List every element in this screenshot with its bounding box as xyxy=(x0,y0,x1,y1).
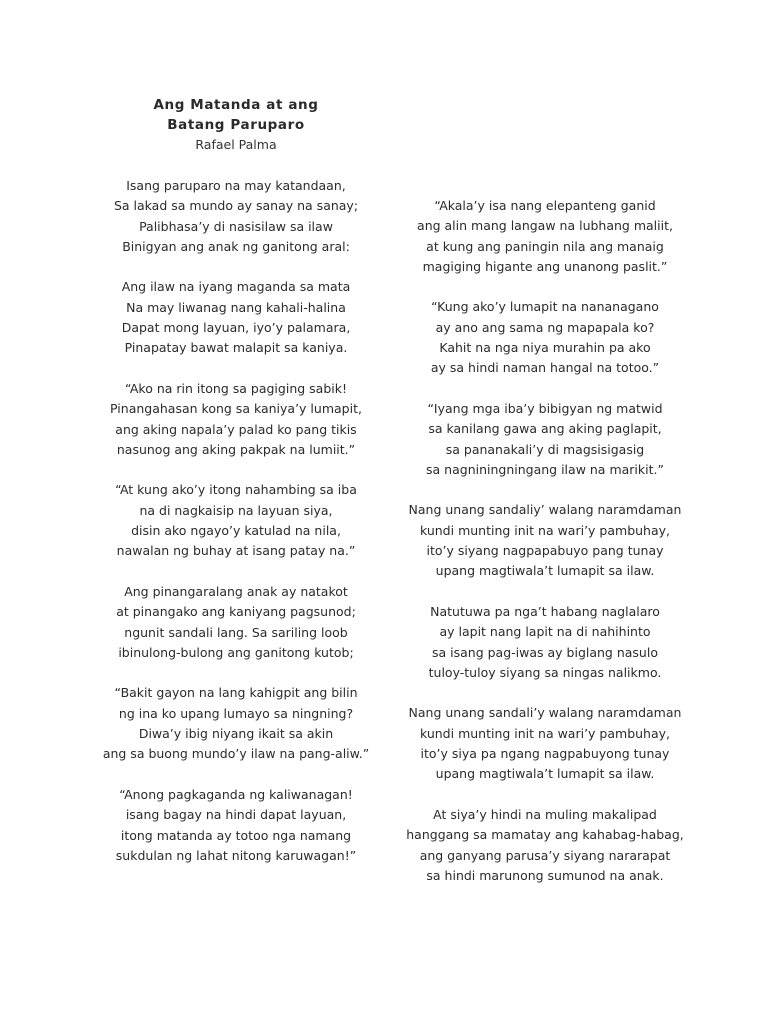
poem-line: isang bagay na hindi dapat layuan, xyxy=(125,807,347,823)
poem-line: “Iyang mga iba’y bibigyan ng matwid xyxy=(427,400,663,416)
poem-line: ang alin mang langaw na lubhang maliit, xyxy=(417,218,673,234)
stanza xyxy=(76,379,396,460)
poem-line: Pinapatay bawat malapit sa kaniya. xyxy=(124,340,348,356)
poem-line: upang magtiwala’t lumapit sa ilaw. xyxy=(435,766,655,782)
stanza xyxy=(76,480,396,561)
poem-title: Ang Matanda at ang Batang Paruparo xyxy=(153,97,319,133)
poem-line: At siya’y hindi na muling makalipad xyxy=(433,806,657,822)
poem-line: Ang ilaw na iyang maganda sa mata xyxy=(121,279,351,295)
poem-line: ito’y siya pa ngang nagpabuyong tunay xyxy=(420,746,670,762)
poem-line: “Kung ako’y lumapit na nananagano xyxy=(431,299,659,315)
poem-line: Kahit na nga niya murahin pa ako xyxy=(439,340,651,356)
poem-line: Nang unang sandali’y walang naramdaman xyxy=(408,705,682,721)
poem-line: “Bakit gayon na lang kahigpit ang bilin xyxy=(114,685,358,701)
poem-line: ay ano ang sama ng mapapala ko? xyxy=(435,319,655,335)
stanza xyxy=(380,805,710,886)
poem-line: ng ina ko upang lumayo sa ningning? xyxy=(118,705,354,721)
poem-line: Pinangahasan kong sa kaniya’y lumapit, xyxy=(110,401,362,417)
stanza xyxy=(76,176,396,257)
poem-line: na di nagkaisip na layuan siya, xyxy=(139,502,333,518)
poem-line: disin ako ngayo’y katulad na nila, xyxy=(131,523,341,539)
poem-line: kundi munting init na wari’y pambuhay, xyxy=(419,522,671,538)
left-column xyxy=(76,176,396,866)
poem-line: ang aking napala’y palad ko pang tikis xyxy=(115,421,357,437)
poem-line: itong matanda ay totoo nga namang xyxy=(120,827,352,843)
stanza xyxy=(76,277,396,358)
poem-line: ay sa hindi naman hangal na totoo.” xyxy=(430,360,660,376)
stanza xyxy=(76,785,396,866)
poem-line: Sa lakad sa mundo ay sanay na sanay; xyxy=(113,198,359,214)
poem-line: “Akala’y isa nang elepanteng ganid xyxy=(434,198,656,213)
poem-line: Binigyan ang anak ng ganitong aral: xyxy=(122,238,350,254)
poem-line: ngunit sandali lang. Sa sariling loob xyxy=(124,624,348,640)
poem-line: at kung ang paningin nila ang manaig xyxy=(426,238,664,254)
stanza xyxy=(380,399,710,480)
poem-line: nasunog ang aking pakpak na lumiit.” xyxy=(116,441,356,457)
poem-line: nawalan ng buhay at isang patay na.” xyxy=(116,543,356,559)
stanza xyxy=(76,683,396,764)
poem-line: Isang paruparo na may katandaan, xyxy=(126,178,346,193)
poem-line: sa pananakali’y di magsisigasig xyxy=(445,441,645,457)
stanza xyxy=(380,500,710,581)
poem-line: Na may liwanag nang kahali-halina xyxy=(126,299,346,315)
poem-line: ay lapit nang lapit na di nahihinto xyxy=(439,624,651,640)
poem-line: Diwa’y ibig niyang ikait sa akin xyxy=(138,726,334,742)
poem-line: sa kanilang gawa ang aking paglapit, xyxy=(428,421,662,437)
stanza xyxy=(380,602,710,683)
poem-line: Natutuwa pa nga’t habang naglalaro xyxy=(430,603,660,619)
poem-line: “Anong pagkaganda ng kaliwanagan! xyxy=(119,786,353,802)
poem-line: “Ako na rin itong sa pagiging sabik! xyxy=(125,380,347,396)
stanza xyxy=(380,703,710,784)
stanza xyxy=(380,196,710,277)
poem-line: Nang unang sandaliy’ walang naramdaman xyxy=(408,502,682,518)
poem-line: “At kung ako’y itong nahambing sa iba xyxy=(115,482,357,498)
poem-line: ito’y siyang nagpapabuyo pang tunay xyxy=(426,543,664,559)
poem-line: ang sa buong mundo’y ilaw na pang-aliw.” xyxy=(102,746,370,762)
poem-line: Palibhasa’y di nasisilaw sa ilaw xyxy=(139,218,333,234)
poem-line: Ang pinangaralang anak ay natakot xyxy=(124,583,348,599)
poem-line: sa nagniningningang ilaw na marikit.” xyxy=(426,461,664,477)
poem-header xyxy=(86,95,386,155)
poem-line: magiging higante ang unanong paslit.” xyxy=(422,258,668,274)
right-column xyxy=(380,196,710,886)
stanza xyxy=(380,297,710,378)
poem-line: hanggang sa mamatay ang kahabag-habag, xyxy=(406,827,684,843)
poem-line: upang magtiwala’t lumapit sa ilaw. xyxy=(435,563,655,579)
poem-line: tuloy-tuloy siyang sa ningas nalikmo. xyxy=(428,664,662,680)
poem-author: Rafael Palma xyxy=(195,137,277,152)
poem-line: sa isang pag-iwas ay biglang nasulo xyxy=(432,644,658,660)
poem-line: sa hindi marunong sumunod na anak. xyxy=(426,867,664,883)
poem-line: kundi munting init na wari’y pambuhay, xyxy=(419,725,671,741)
stanza xyxy=(76,582,396,663)
poem-line: Dapat mong layuan, iyo’y palamara, xyxy=(121,320,351,336)
poem-line: ibinulong-bulong ang ganitong kutob; xyxy=(118,644,354,660)
poem-line: at pinangako ang kaniyang pagsunod; xyxy=(116,604,356,620)
poem-line: ang ganyang parusa’y siyang nararapat xyxy=(419,847,671,863)
poem-line: sukdulan ng lahat nitong karuwagan!” xyxy=(115,847,357,863)
